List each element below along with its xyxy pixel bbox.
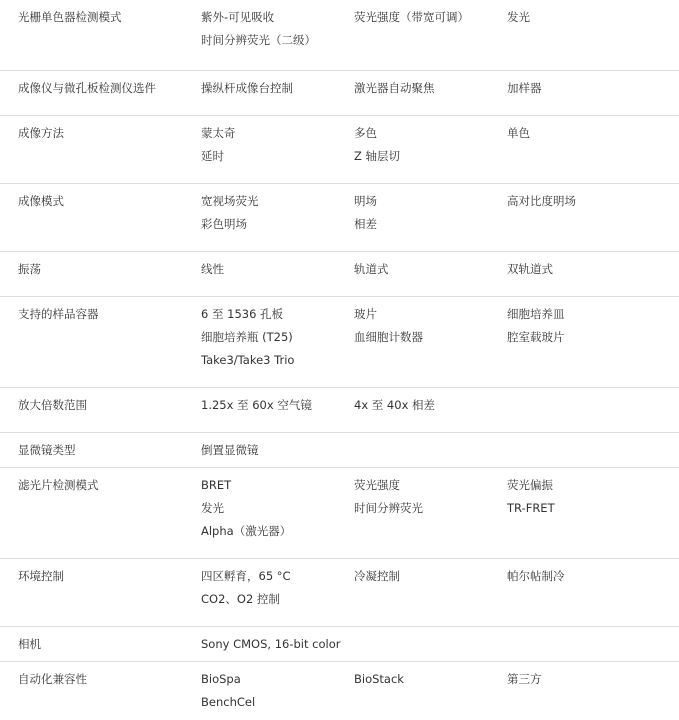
value-cell [354, 296, 507, 387]
value-item: 发光 [507, 10, 530, 24]
table-row [0, 387, 679, 432]
value-item: 紫外-可见吸收 [201, 10, 275, 24]
value-item: 细胞培养瓶 (T25) [201, 329, 293, 344]
value-cell [201, 467, 354, 558]
value-cell [507, 432, 679, 467]
value-item: 操纵杆成像台控制 [201, 80, 293, 95]
value-item: Alpha（激光器） [201, 523, 292, 538]
table-row [0, 558, 679, 626]
value-cell [507, 558, 679, 626]
value-item: 彩色明场 [201, 216, 247, 231]
value-item: 血细胞计数器 [354, 329, 423, 344]
value-item: 1.25x 至 60x 空气镜 [201, 397, 312, 412]
row-label: 成像模式 [18, 193, 64, 208]
value-item: BenchCel [201, 694, 256, 709]
table-row [0, 626, 679, 661]
row-label: 光栅单色器检测模式 [18, 10, 122, 24]
value-cell [354, 626, 507, 661]
value-cell [507, 387, 679, 432]
table-row [0, 251, 679, 296]
value-item: 帕尔帖制冷 [507, 568, 565, 583]
value-item: TR-FRET [507, 500, 555, 515]
value-cell [354, 432, 507, 467]
row-label-cell [0, 626, 201, 661]
value-item: 激光器自动聚焦 [354, 80, 435, 95]
value-item: 时间分辨荧光 [354, 500, 423, 515]
value-cell [354, 661, 507, 720]
value-item: 倒置显微镜 [201, 442, 259, 457]
row-label-cell [0, 432, 201, 467]
table-row [0, 0, 679, 70]
row-label-cell [0, 70, 201, 115]
value-item: 玻片 [354, 306, 377, 321]
row-label: 显微镜类型 [18, 442, 76, 457]
value-cell [201, 251, 354, 296]
row-label-cell [0, 0, 201, 70]
value-item: 轨道式 [354, 261, 389, 276]
row-label-cell [0, 183, 201, 251]
row-label-cell [0, 387, 201, 432]
table-row [0, 183, 679, 251]
table-row [0, 432, 679, 467]
value-cell [201, 432, 354, 467]
row-label-cell [0, 558, 201, 626]
table-row [0, 467, 679, 558]
row-label: 成像方法 [18, 125, 64, 140]
value-item: 双轨道式 [507, 261, 553, 276]
value-item: 相差 [354, 216, 377, 231]
value-item: 四区孵育，65 °C [201, 568, 291, 583]
value-cell [354, 183, 507, 251]
row-label: 滤光片检测模式 [18, 477, 99, 492]
row-label: 自动化兼容性 [18, 671, 87, 686]
value-cell [507, 296, 679, 387]
value-item: 蒙太奇 [201, 125, 236, 140]
value-item: 冷凝控制 [354, 568, 400, 583]
value-item: 4x 至 40x 相差 [354, 397, 436, 412]
value-item: 腔室载玻片 [507, 329, 565, 344]
table-row [0, 661, 679, 720]
value-item: 加样器 [507, 80, 542, 95]
table-row [0, 70, 679, 115]
value-cell [507, 626, 679, 661]
value-cell [201, 296, 354, 387]
value-cell [201, 0, 354, 70]
value-cell [354, 558, 507, 626]
value-cell [507, 0, 679, 70]
row-label: 支持的样品容器 [18, 306, 99, 321]
value-item: 发光 [201, 500, 224, 515]
value-cell [201, 183, 354, 251]
value-item: 第三方 [507, 671, 542, 686]
value-item: 高对比度明场 [507, 193, 576, 208]
value-cell [354, 467, 507, 558]
value-cell [354, 0, 507, 70]
value-item: 细胞培养皿 [507, 306, 565, 321]
row-label: 振荡 [18, 261, 41, 276]
row-label: 放大倍数范围 [18, 397, 87, 412]
value-item: 6 至 1536 孔板 [201, 306, 284, 321]
value-item: BioStack [354, 671, 404, 686]
value-item: BioSpa [201, 671, 241, 686]
value-cell [507, 70, 679, 115]
value-cell [354, 70, 507, 115]
value-cell [507, 661, 679, 720]
row-label: 成像仪与微孔板检测仪选件 [18, 80, 156, 95]
value-item: 荧光强度（带宽可调） [354, 10, 469, 24]
value-cell [507, 183, 679, 251]
value-item: 单色 [507, 125, 530, 140]
value-item: BRET [201, 477, 232, 492]
value-cell [201, 387, 354, 432]
table-row [0, 296, 679, 387]
value-item: 延时 [201, 148, 224, 163]
value-cell [201, 70, 354, 115]
row-label-cell [0, 661, 201, 720]
value-cell [507, 467, 679, 558]
row-label-cell [0, 115, 201, 183]
value-item: 多色 [354, 125, 377, 140]
row-label-cell [0, 251, 201, 296]
value-cell [507, 115, 679, 183]
value-item: Sony CMOS, 16-bit color [201, 636, 341, 651]
value-item: 时间分辨荧光（二级） [201, 33, 316, 47]
value-item: CO2、O2 控制 [201, 591, 280, 606]
value-cell [201, 558, 354, 626]
value-item: 荧光强度 [354, 477, 400, 492]
value-cell [201, 661, 354, 720]
value-cell [354, 115, 507, 183]
value-item: 线性 [201, 261, 224, 276]
value-item: 宽视场荧光 [201, 193, 259, 208]
value-item: 明场 [354, 193, 377, 208]
value-cell [201, 626, 354, 661]
row-label: 相机 [18, 636, 41, 651]
value-item: Z 轴层切 [354, 148, 401, 163]
value-cell [507, 251, 679, 296]
value-cell [354, 251, 507, 296]
value-item: 荧光偏振 [507, 477, 553, 492]
row-label-cell [0, 296, 201, 387]
value-item: Take3/Take3 Trio [201, 352, 295, 367]
table-row [0, 115, 679, 183]
value-cell [201, 115, 354, 183]
row-label: 环境控制 [18, 568, 64, 583]
row-label-cell [0, 467, 201, 558]
value-cell [354, 387, 507, 432]
